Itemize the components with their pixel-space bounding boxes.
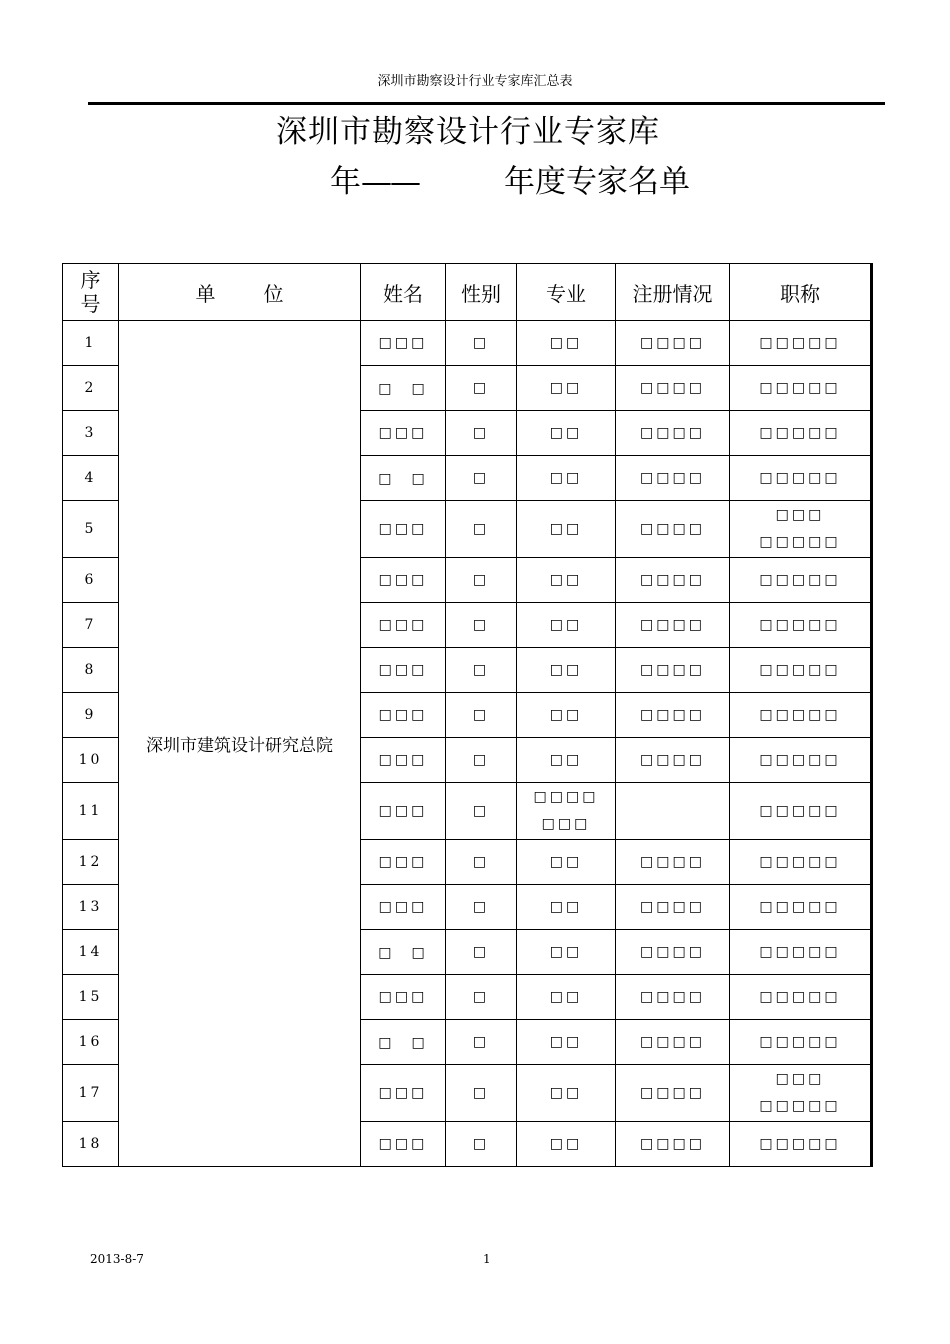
footer-page-number: 1 [483,1252,491,1266]
cell-title-line: □□□□□ [759,803,841,819]
cell-major [517,411,616,456]
cell-major [517,366,616,411]
cell-major-line: □□ [549,470,583,486]
cell-gender: □ [446,885,517,930]
cell-major [517,783,616,840]
cell-gender: □ [446,738,517,783]
cell-major [517,501,616,558]
cell-major-line: □□ [549,572,583,588]
cell-seq: 10 [63,738,119,783]
cell-title-line: □□□□□ [759,380,841,396]
cell-gender: □ [446,321,517,366]
table-row [63,321,872,366]
cell-major [517,975,616,1020]
cell-name: □□□ [361,693,446,738]
cell-title [730,411,872,456]
cell-major [517,738,616,783]
cell-major [517,558,616,603]
cell-title-line: □□□□□ [759,899,841,915]
cell-title-line: □□□□□ [759,534,841,550]
cell-seq: 5 [63,501,119,558]
cell-name: □□□ [361,501,446,558]
page-title: 深圳市勘察设计行业专家库 [276,114,660,150]
cell-major [517,1122,616,1167]
cell-seq: 11 [63,783,119,840]
cell-gender: □ [446,501,517,558]
cell-registration: □□□□ [616,738,730,783]
cell-title [730,456,872,501]
cell-title [730,975,872,1020]
cell-title-line: □□□□□ [759,1136,841,1152]
table-body [63,321,872,1167]
subtitle-rest: 年度专家名单 [504,164,690,200]
cell-major [517,840,616,885]
cell-seq: 17 [63,1065,119,1122]
cell-title-line: □□□□□ [759,989,841,1005]
cell-major-line: □□ [549,380,583,396]
cell-registration: □□□□ [616,411,730,456]
cell-title-line: □□□□□ [759,707,841,723]
cell-major [517,930,616,975]
cell-gender: □ [446,411,517,456]
cell-registration: □□□□ [616,321,730,366]
cell-title-line: □□□□□ [759,470,841,486]
cell-title [730,1065,872,1122]
cell-title [730,885,872,930]
cell-gender: □ [446,1122,517,1167]
header-unit [119,264,361,321]
cell-major [517,885,616,930]
cell-seq: 7 [63,603,119,648]
cell-title [730,930,872,975]
cell-title-line: □□□□□ [759,854,841,870]
cell-title-line: □□□□□ [759,752,841,768]
cell-registration: □□□□ [616,648,730,693]
cell-seq: 9 [63,693,119,738]
cell-major-line: □□ [549,617,583,633]
cell-title [730,603,872,648]
cell-registration: □□□□ [616,558,730,603]
cell-title [730,366,872,411]
cell-major-line: □□ [549,662,583,678]
cell-major [517,1065,616,1122]
cell-registration: □□□□ [616,1020,730,1065]
cell-major-line: □□□ [541,816,591,832]
cell-gender: □ [446,648,517,693]
subtitle-year: 年 [330,164,361,200]
cell-registration: □□□□ [616,501,730,558]
cell-major [517,321,616,366]
cell-gender: □ [446,840,517,885]
cell-name: □□□ [361,411,446,456]
cell-name: □□□ [361,738,446,783]
cell-title [730,1020,872,1065]
cell-major-line: □□□□ [533,789,599,805]
cell-title [730,1122,872,1167]
cell-seq: 16 [63,1020,119,1065]
page-subtitle [330,156,690,201]
cell-name: □□□ [361,321,446,366]
cell-title [730,558,872,603]
cell-major-line: □□ [549,1085,583,1101]
cell-seq: 8 [63,648,119,693]
cell-title [730,321,872,366]
cell-title-line: □□□□□ [759,617,841,633]
cell-gender: □ [446,1065,517,1122]
cell-title-line: □□□ [775,507,825,523]
header-name: 姓名 [361,264,446,321]
cell-gender: □ [446,558,517,603]
cell-registration [616,783,730,840]
cell-title-line: □□□□□ [759,572,841,588]
cell-name: □□□ [361,648,446,693]
cell-name: □□□ [361,1122,446,1167]
cell-registration: □□□□ [616,930,730,975]
header-seq [63,264,119,321]
cell-title-line: □□□ [775,1071,825,1087]
cell-registration: □□□□ [616,975,730,1020]
cell-name: □ □ [361,1020,446,1065]
cell-seq: 14 [63,930,119,975]
cell-registration: □□□□ [616,840,730,885]
cell-title [730,648,872,693]
cell-major [517,603,616,648]
cell-title-line: □□□□□ [759,944,841,960]
cell-unit: 深圳市建筑设计研究总院 [119,321,361,1167]
cell-title-line: □□□□□ [759,425,841,441]
header-gender: 性别 [446,264,517,321]
cell-registration: □□□□ [616,456,730,501]
header-title: 职称 [730,264,872,321]
running-header: 深圳市勘察设计行业专家库汇总表 [377,74,573,89]
cell-major-line: □□ [549,752,583,768]
cell-name: □□□ [361,885,446,930]
footer-date: 2013-8-7 [90,1252,144,1266]
cell-gender: □ [446,783,517,840]
cell-name: □ □ [361,930,446,975]
subtitle-dash: —— [361,164,419,200]
cell-gender: □ [446,693,517,738]
cell-name: □ □ [361,366,446,411]
cell-gender: □ [446,456,517,501]
cell-name: □□□ [361,1065,446,1122]
cell-seq: 2 [63,366,119,411]
cell-name: □□□ [361,603,446,648]
cell-major-line: □□ [549,521,583,537]
cell-major-line: □□ [549,425,583,441]
cell-registration: □□□□ [616,885,730,930]
cell-major-line: □□ [549,854,583,870]
cell-title [730,738,872,783]
cell-title-line: □□□□□ [759,1098,841,1114]
expert-table [62,263,873,1167]
cell-major-line: □□ [549,899,583,915]
cell-name: □□□ [361,975,446,1020]
cell-registration: □□□□ [616,693,730,738]
header-unit-b: 位 [263,281,284,306]
cell-registration: □□□□ [616,603,730,648]
cell-name: □□□ [361,783,446,840]
cell-name: □□□ [361,840,446,885]
cell-major [517,693,616,738]
cell-seq: 1 [63,321,119,366]
header-registration: 注册情况 [616,264,730,321]
cell-seq: 4 [63,456,119,501]
cell-registration: □□□□ [616,1122,730,1167]
cell-seq: 12 [63,840,119,885]
cell-major [517,456,616,501]
table-header-row [63,264,872,321]
cell-major-line: □□ [549,989,583,1005]
header-major: 专业 [517,264,616,321]
cell-seq: 13 [63,885,119,930]
cell-major [517,648,616,693]
header-unit-a: 单 [195,281,216,306]
cell-title [730,783,872,840]
cell-major-line: □□ [549,335,583,351]
cell-title [730,693,872,738]
cell-major-line: □□ [549,707,583,723]
cell-title-line: □□□□□ [759,335,841,351]
cell-registration: □□□□ [616,366,730,411]
cell-major-line: □□ [549,1034,583,1050]
cell-gender: □ [446,1020,517,1065]
cell-title-line: □□□□□ [759,1034,841,1050]
cell-name: □ □ [361,456,446,501]
cell-seq: 6 [63,558,119,603]
cell-seq: 18 [63,1122,119,1167]
cell-major-line: □□ [549,1136,583,1152]
header-seq-bottom: 号 [80,292,101,316]
cell-seq: 15 [63,975,119,1020]
cell-title [730,840,872,885]
header-rule [88,102,885,105]
cell-gender: □ [446,930,517,975]
cell-major [517,1020,616,1065]
cell-gender: □ [446,366,517,411]
header-seq-top: 序 [80,268,101,292]
cell-name: □□□ [361,558,446,603]
cell-gender: □ [446,975,517,1020]
cell-title [730,501,872,558]
cell-gender: □ [446,603,517,648]
cell-title-line: □□□□□ [759,662,841,678]
cell-seq: 3 [63,411,119,456]
cell-major-line: □□ [549,944,583,960]
cell-registration: □□□□ [616,1065,730,1122]
